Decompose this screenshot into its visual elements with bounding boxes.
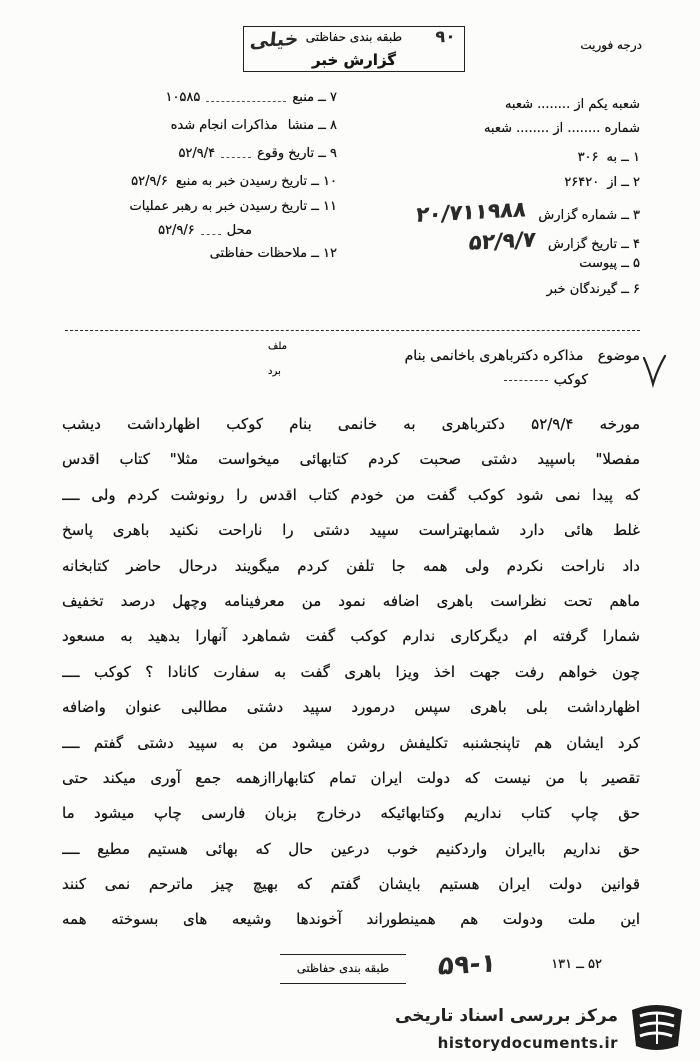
field-source [165, 90, 337, 112]
report-body [62, 407, 640, 938]
body-line: کرد ایشان هم تاپنجشنبه تکلیفش روشن میشود من به سپید دشتی گفتم ــــ [62, 733, 640, 752]
field-value: مذاکرات انجام شده [170, 118, 278, 133]
subject-text: مذاکره دکترباهری باخانمی بنام [404, 348, 584, 364]
classification-stamp-text: طبقه بندی حفاظتی [305, 30, 402, 44]
body-line: این ملت ودولت هم همینطوراند آخوندها وشیعه های بسوخته همه [62, 910, 640, 929]
field-value: ۵۲/۹/۶ [131, 174, 168, 189]
field-value: ۵۲/۹/۶ [158, 223, 195, 238]
watermark-website: historydocuments.ir [437, 1034, 618, 1052]
field-label: شماره ........ از ........ شعبه [483, 121, 640, 136]
field-from [564, 175, 640, 197]
body-line: تقصیر با من نیست که دولت ایران تمام کتابهاراازهمه جمع آوری میکند حتی [62, 768, 640, 787]
body-line: چون خواهم رفت جهت اخذ ویزا باهری گفت به سفارت کانادا ؟ کوکب ــــ [62, 662, 640, 681]
subject-line-1 [300, 344, 640, 368]
separator-line [65, 330, 640, 331]
field-to [578, 150, 640, 172]
document-code: ۵۲ ــ ۱۳۱ [551, 957, 602, 972]
form-title: گزارش خبر [311, 51, 397, 69]
body-line: مورخه ۵۲/۹/۴ دکترباهری به خانمی بنام کوکب اظهارداشت دیشب [62, 415, 640, 433]
handwritten-report-date: ۵۲/۹/۷ [468, 227, 538, 255]
dash-leader [206, 100, 286, 102]
handwritten-classification: خیلی [249, 27, 300, 53]
field-label: شعبه یکم از ........ شعبه [504, 97, 640, 112]
field-label: ۶ ــ گیرندگان خبر [546, 282, 640, 297]
field-value: ۲۶۴۲۰ [564, 175, 600, 190]
dash-leader [504, 380, 548, 381]
body-line: قوانین دولت ایران هستیم بایشان گفتم که بهیچ چیز ماترحم نمی کنند [62, 875, 640, 894]
urgency-label: درجه فوریت [580, 38, 642, 52]
side-label-file: ملف [268, 341, 288, 352]
field-report-date [468, 227, 640, 255]
classification-stamp [243, 26, 465, 72]
field-value: ۳۰۶ [577, 150, 599, 165]
body-line: که پیدا نمی شود کوکب گفت من خودم کتاب اقدس را رونوشت کردم ولی ــــ [62, 485, 640, 504]
body-line: شمارا گرفته ام دیگرکاری ندارم کوکب گفت شماهرد آنهارا بدهید به مسعود [62, 627, 640, 646]
handwritten-archive-number: ۵۹-۱ [436, 948, 498, 982]
field-label: ۳ ــ شماره گزارش [538, 208, 640, 223]
field-label: ۴ ــ تاریخ گزارش [548, 237, 640, 252]
field-value: ۵۲/۹/۴ [178, 146, 216, 161]
subject-block [300, 344, 640, 392]
body-line: ماهم تحت نظراست باهری اضافه نمود من معرفینامه وچهل درصد تخفیف [62, 591, 640, 610]
field-report-number [415, 197, 640, 227]
handwritten-report-number: ۲۰/۷۱۱۹۸۸ [415, 197, 528, 227]
field-value: ۱۰۵۸۵ [165, 90, 201, 105]
dash-leader [221, 156, 251, 158]
stamp-number: ۹۰ [434, 26, 457, 48]
subject-line-2 [300, 368, 640, 392]
watermark-organization: مرکز بررسی اسناد تاریخی [395, 1006, 618, 1026]
field-security-notes [210, 246, 337, 268]
body-line: غلط هائی دارد شمابهتراست سپید دشتی را ناراحت نکنید باهری پاسخ [62, 521, 640, 540]
archive-logo-icon [626, 1000, 688, 1054]
body-line: اظهارداشت بلی باهری سپس درمورد سپید دشتی مطالبی عنوان واضافه [62, 698, 640, 717]
field-branch [505, 97, 640, 119]
subject-name: کوکب [553, 372, 588, 388]
field-label: ۵ ــ پیوست [579, 256, 640, 271]
body-line: حق چاپ کتاب نداریم وکتابهائیکه درخارج بزبان فارسی چاپ میشود ما [62, 804, 640, 823]
field-label: ۲ ــ از [607, 175, 640, 190]
footer-classification-stamp: طبقه بندی حفاظتی [280, 954, 406, 984]
field-occurrence-date [178, 146, 337, 168]
body-line: حق نداریم باایران واردکنیم خوب درعین حال که بهائی هستیم مطیع ــــ [62, 839, 640, 858]
field-label: محل [226, 223, 252, 238]
dash-leader [201, 233, 221, 235]
field-label: ۱ ــ به [606, 150, 640, 165]
field-label: ۱۱ ــ تاریخ رسیدن خبر به رهبر عملیات [129, 199, 337, 214]
field-place [158, 223, 252, 245]
field-label: ۱۲ ــ ملاحظات حفاظتی [209, 246, 337, 261]
field-label: ۱۰ ــ تاریخ رسیدن خبر به منبع [175, 174, 337, 189]
body-line: داد ناراحت نکردم ولی همه جا تلفن کردم میگویند درحال حاضر کتابخانه [62, 556, 640, 575]
field-attachment [579, 256, 640, 278]
field-number [484, 121, 640, 143]
field-recipients [546, 282, 640, 304]
handwritten-check-mark [640, 352, 668, 388]
body-line: مفصلا" باسپید دشتی صحبت کردم کتابهائی میخواست مثلا" کتاب اقدس [62, 450, 640, 469]
field-label: ۸ ــ منشا [287, 118, 337, 133]
field-label: ۷ ــ منبع [292, 90, 337, 105]
field-label: ۹ ــ تاریخ وقوع [257, 146, 337, 161]
field-operations-received-date [130, 199, 338, 221]
subject-label: موضوع [597, 348, 640, 364]
side-label-recipient: برد [268, 366, 281, 377]
field-origin [171, 118, 337, 140]
field-source-received-date [131, 174, 337, 196]
